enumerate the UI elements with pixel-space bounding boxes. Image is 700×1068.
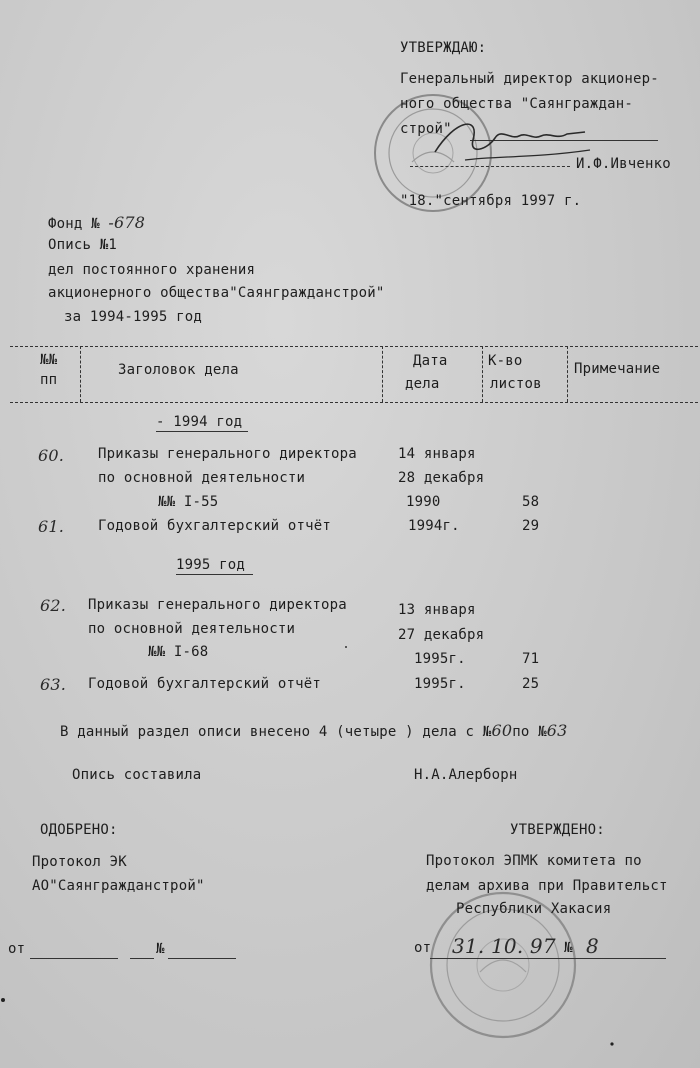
summary-mid: по № xyxy=(512,724,547,740)
summary-text: В данный раздел описи внесено 4 (четыре ) дела с № xyxy=(60,724,492,740)
entry-date: 1990 xyxy=(406,494,441,510)
entry-date: 1995г. xyxy=(414,676,466,692)
approval-title: УТВЕРЖДАЮ: xyxy=(400,40,487,56)
approval-signer: И.Ф.Ивченко xyxy=(576,156,671,172)
approved-right-line-2: делам архива при Правительст xyxy=(426,878,668,894)
approval-date: "18."сентября 1997 г. xyxy=(400,193,582,209)
col-sheets-top: К-во xyxy=(488,353,523,369)
entry-date: 13 января xyxy=(398,602,476,618)
col-note: Примечание xyxy=(574,361,661,377)
entry-sheets: 58 xyxy=(522,494,540,510)
fond-number: -678 xyxy=(108,213,146,232)
entry-number: 63. xyxy=(40,675,67,694)
header-line-1: дел постоянного хранения xyxy=(48,262,256,278)
approved-right-date: 31. 10. 97 xyxy=(452,934,556,958)
entry-sheets: 71 xyxy=(522,651,540,667)
approved-left-title: ОДОБРЕНО: xyxy=(40,822,118,838)
header-line-3: за 1994-1995 год xyxy=(64,309,203,325)
approval-line-2: ного общества "Саянграждан- xyxy=(400,96,633,112)
fond-text: Фонд № xyxy=(48,216,100,232)
entry-number: 60. xyxy=(38,446,65,465)
approval-line-1: Генеральный директор акционер- xyxy=(400,71,659,87)
entry-title-line: по основной деятельности xyxy=(98,470,306,486)
entry-title-line: Годовой бухгалтерский отчёт xyxy=(98,518,331,534)
compiled-name: Н.А.Алерборн xyxy=(414,767,518,783)
entry-title-line: по основной деятельности xyxy=(88,621,296,637)
entry-title-line: Приказы генерального директора xyxy=(88,597,347,613)
section-heading-1995: 1995 год xyxy=(176,557,253,575)
approved-left-from: от xyxy=(8,941,26,957)
approved-right-title: УТВЕРЖДЕНО: xyxy=(510,822,605,838)
approval-line-3: строй" xyxy=(400,121,452,137)
entry-sheets: 25 xyxy=(522,676,540,692)
approved-left-line-1: Протокол ЭК xyxy=(32,854,127,870)
entry-date: 1995г. xyxy=(414,651,466,667)
entry-title-line: №№ I-55 xyxy=(158,494,219,510)
approved-right-line-3: Республики Хакасия xyxy=(456,901,612,917)
entry-title-line: №№ I-68 xyxy=(148,644,209,660)
entry-number: 62. xyxy=(40,596,67,615)
opis-label: Опись №1 xyxy=(48,237,118,253)
approved-right-number-sign: № xyxy=(564,940,573,956)
entry-date: 1994г. xyxy=(408,518,460,534)
entry-sheets: 29 xyxy=(522,518,540,534)
summary-from: 60 xyxy=(491,721,513,740)
col-title: Заголовок дела xyxy=(118,362,239,378)
approved-left-number-sign: № xyxy=(156,941,165,957)
col-num-top: №№ xyxy=(40,352,58,368)
entry-date: 14 января xyxy=(398,446,476,462)
entry-title-line: Годовой бухгалтерский отчёт xyxy=(88,676,321,692)
summary-to: 63 xyxy=(546,721,568,740)
approved-left-line-2: АО"Саянгражданстрой" xyxy=(32,878,205,894)
col-date-bottom: дела xyxy=(405,376,440,392)
entry-number: 61. xyxy=(38,517,65,536)
section-heading-1994: - 1994 год xyxy=(156,414,248,432)
approved-right-from: от xyxy=(414,940,432,956)
entry-title-line: Приказы генерального директора xyxy=(98,446,357,462)
entry-date: 27 декабря xyxy=(398,627,485,643)
header-line-2: акционерного общества"Саянгражданстрой" xyxy=(48,285,385,301)
approved-right-line-1: Протокол ЭПМК комитета по xyxy=(426,853,642,869)
col-sheets-bottom: листов xyxy=(490,376,542,392)
approved-right-number: 8 xyxy=(586,934,599,958)
col-num-bottom: пп xyxy=(40,372,58,388)
col-date-top: Дата xyxy=(413,353,448,369)
compiled-label: Опись составила xyxy=(72,767,202,783)
entry-date: 28 декабря xyxy=(398,470,485,486)
